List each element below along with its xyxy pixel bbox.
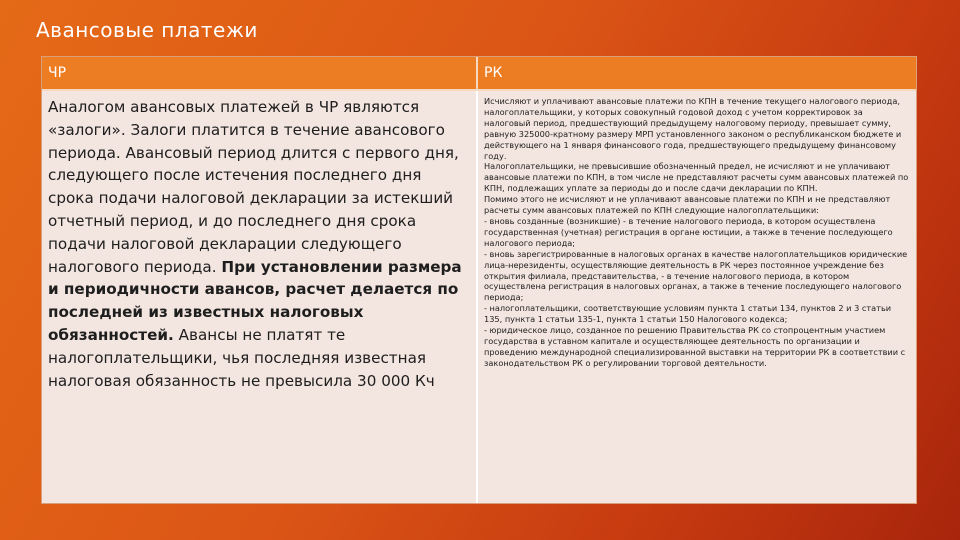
slide-title: Авансовые платежи	[36, 18, 258, 42]
kz-paragraph-3: Помимо этого не исчисляют и не уплачивают авансовые платежи по КПН и не представляют расчеты сумм авансовых платежей по КПН следующие налогоплательщики:	[484, 194, 891, 216]
kz-paragraph-6: - налогоплательщики, соответствующие условиям пункта 1 статьи 134, пунктов 2 и 3 статьи 135, пункта 1 статьи 135-1, пункта 1 статьи 150 Налогового кодекса;	[484, 303, 892, 325]
cz-text-part-3: Авансы не платят те налогоплательщики, чья последняя известная налоговая обязанность не превысила 30 000 Кч	[48, 325, 435, 390]
kz-paragraph-1: Исчисляют и уплачивают авансовые платежи по КПН в течение текущего налогового периода, налогоплательщики, у которых совокупный годовой доход с учетом корректировок за налоговый период, предшествующий предыдущему налоговому периоду, превышает сумму, равную 325000-кратному размеру МРП установленного законом о республиканском бюджете и действующего на 1 января финансового года, предшествующего предыдущему финансовому году.	[484, 96, 902, 161]
cz-text-bold-part: При установлении размера и периодичности авансов, расчет делается по последней из известных налоговых обязанностей.	[48, 257, 462, 344]
kz-paragraph-4: - вновь созданные (возникшие) - в течение налогового периода, в котором осуществлена государственная (учетная) регистрация в органе юстиции, а также в течение последующего налогового периода;	[484, 215, 893, 248]
comparison-table	[41, 56, 917, 504]
kz-paragraph-2: Налогоплательщики, не превысившие обозначенный предел, не исчисляют и не уплачивают авансовые платежи по КПН, в том числе не представляют расчеты сумм авансовых платежей по КПН, подлежащих уплате за периоды до и после сдачи декларации по КПН.	[484, 161, 909, 194]
header-kz: РК	[478, 57, 916, 89]
table-body-row	[42, 89, 916, 503]
table-header-row	[42, 57, 916, 89]
kz-description-cell	[478, 91, 916, 503]
header-cz: ЧР	[42, 57, 478, 89]
kz-paragraph-5: - вновь зарегистрированные в налоговых органах в качестве налогоплательщиков юридические лица-нерезиденты, осуществляющие деятельность в РК через постоянное учреждение без открытия филиала, представительства, - в течение налогового периода, в котором осуществлена регистрация в налоговых органах, а также в течение последующего налогового периода;	[484, 248, 908, 303]
cz-description-cell	[42, 91, 478, 503]
cz-text-part-1: Аналогом авансовых платежей в ЧР являются «залоги». Залоги платится в течение авансового периода. Авансовый период длится с первого дня, следующего после истечения последнего дня срока подачи налоговой декларации за истекший отчетный период, и до последнего дня срока подачи налоговой декларации следующего налогового периода.	[48, 98, 459, 276]
kz-paragraph-7: - юридическое лицо, созданное по решению Правительства РК со стопроцентным участием государства в уставном капитале и осуществляющее деятельность по организации и проведению международной специализированной выставки на территории РК в соответствии с законодательством РК о регулировании торговой деятельности.	[484, 325, 906, 368]
